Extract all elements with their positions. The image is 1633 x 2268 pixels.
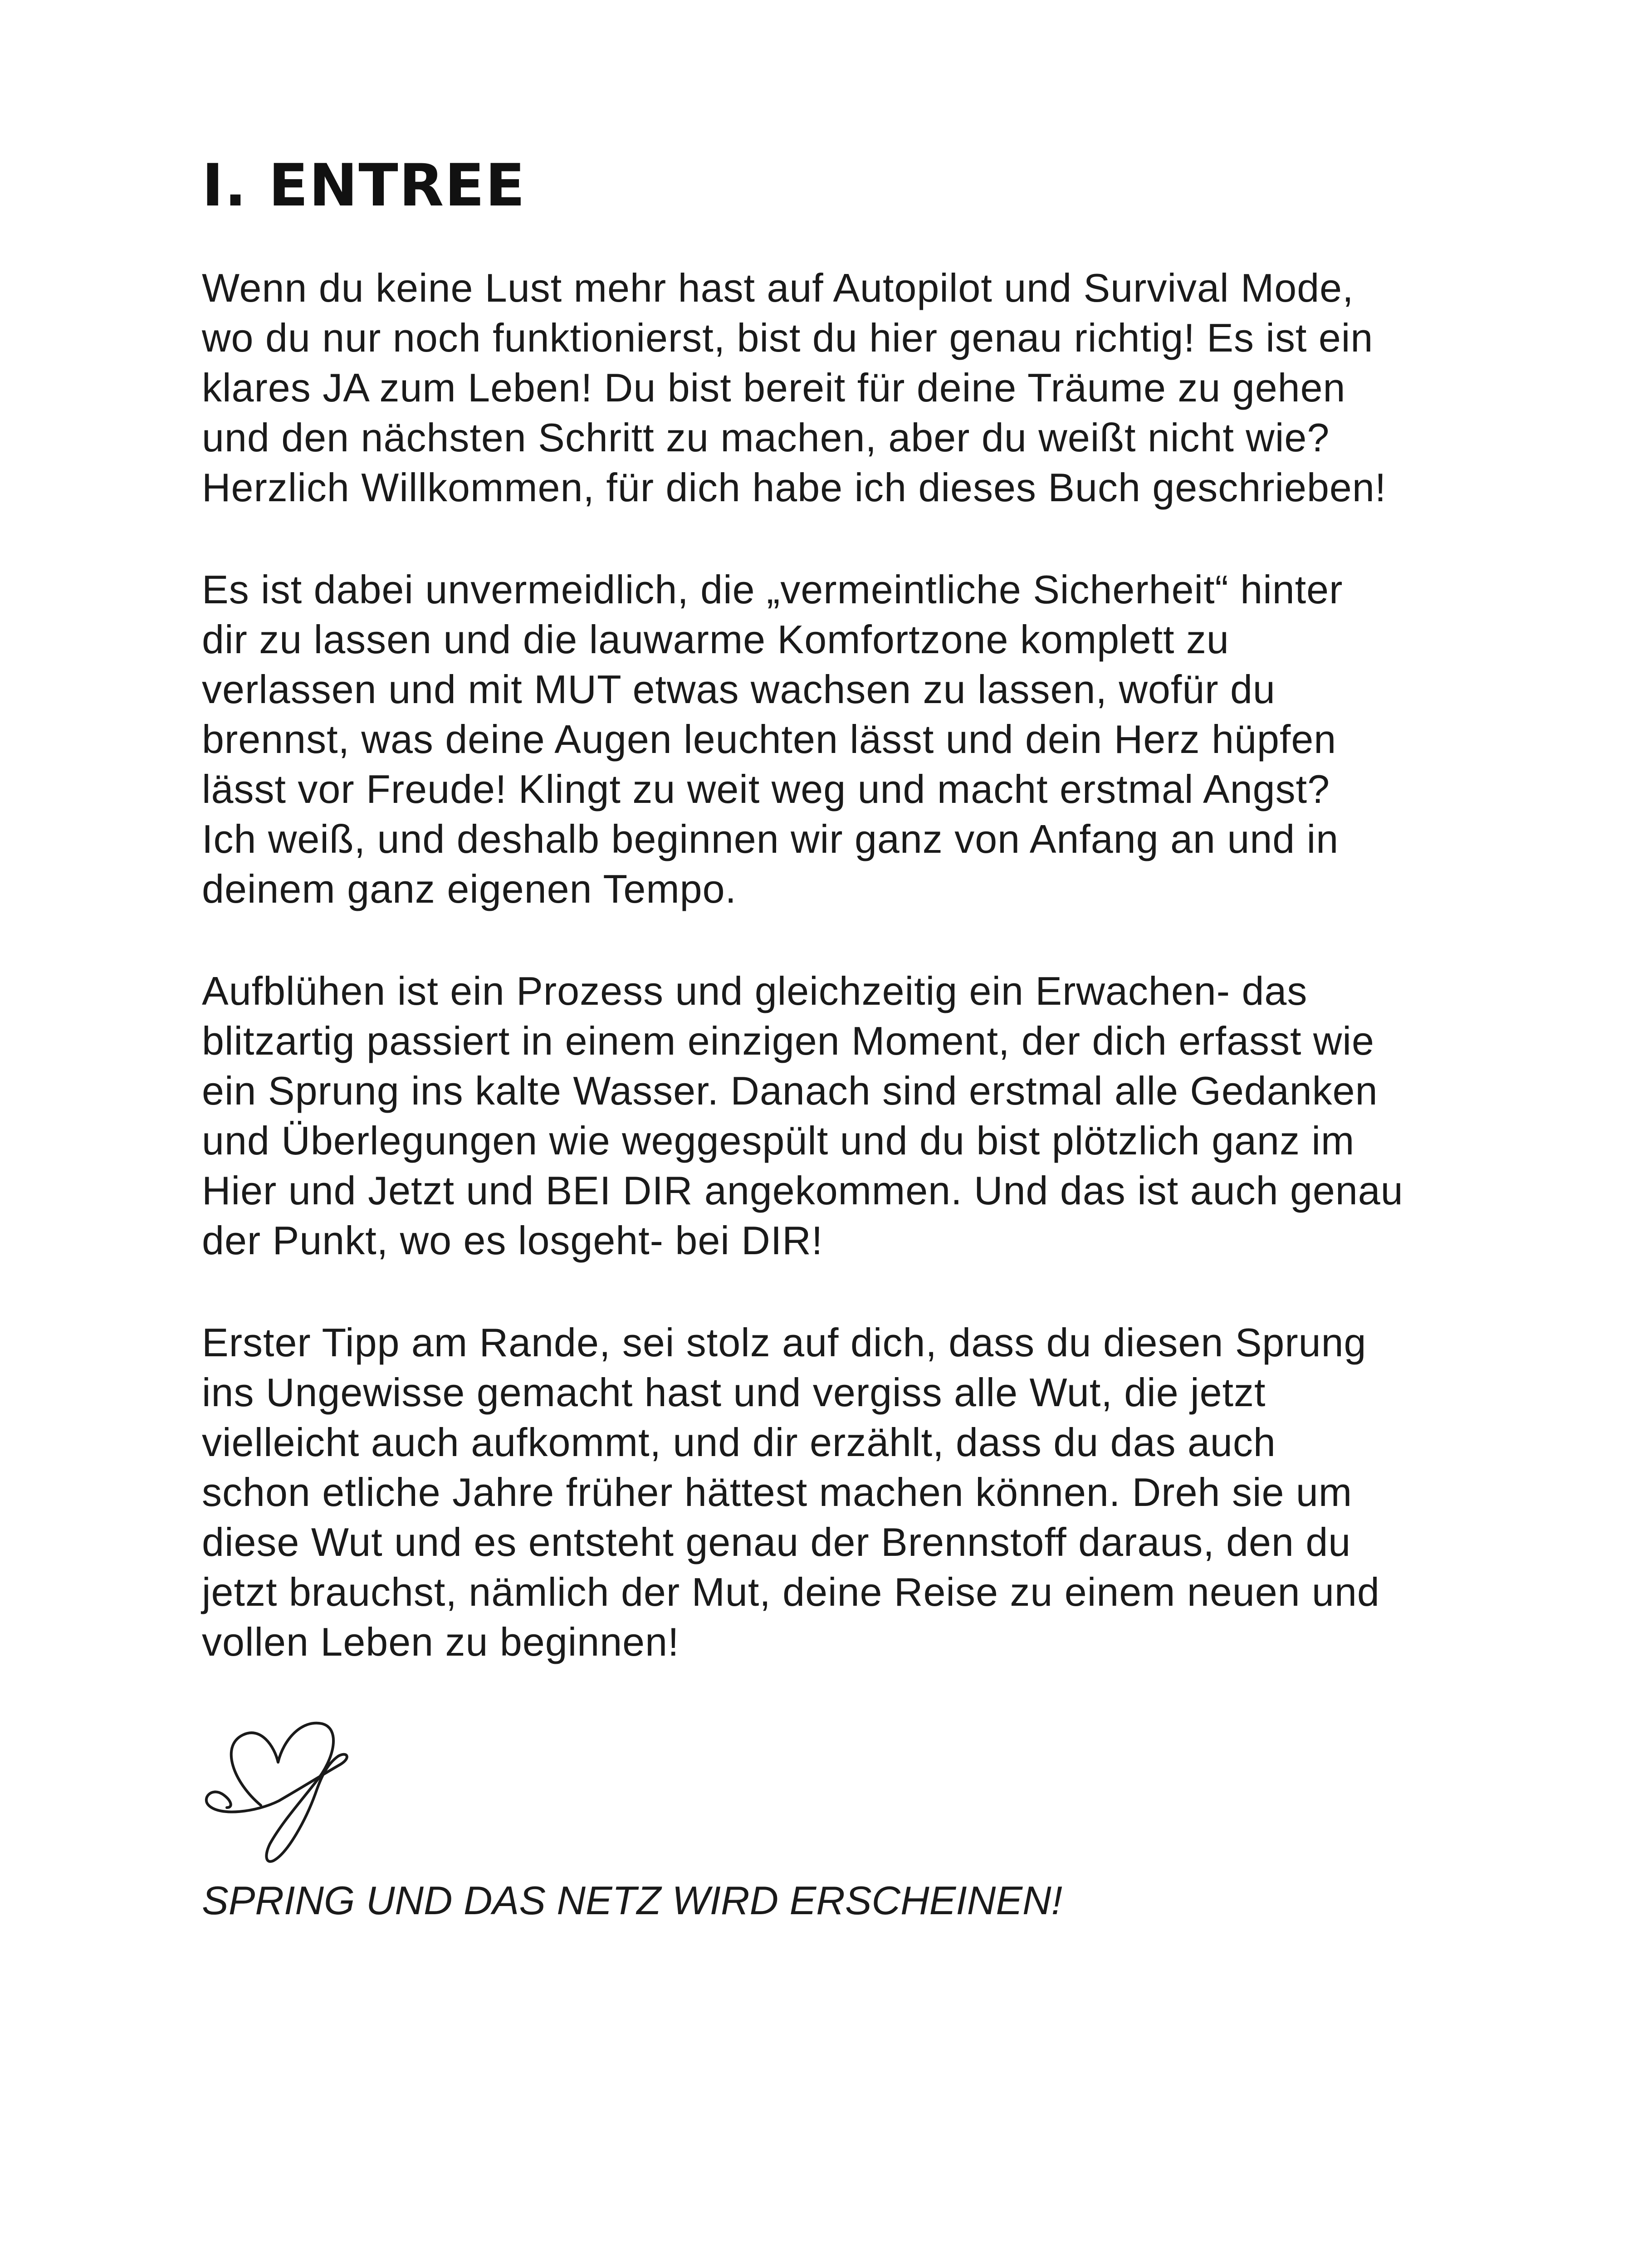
text-line: blitzartig passiert in einem einzigen Moment, der dich erfasst wie: [202, 1018, 1374, 1063]
heart-signature-icon: [202, 1715, 374, 1869]
text-line: schon etliche Jahre früher hättest machen können. Dreh sie um: [202, 1470, 1353, 1515]
paragraph-1: [202, 263, 1517, 513]
text-line: Wenn du keine Lust mehr hast auf Autopilot und Survival Mode,: [202, 265, 1354, 310]
text-line: ein Sprung ins kalte Wasser. Danach sind erstmal alle Gedanken: [202, 1068, 1378, 1113]
text-line: klares JA zum Leben! Du bist bereit für deine Träume zu gehen: [202, 365, 1346, 410]
text-line: Herzlich Willkommen, für dich habe ich dieses Buch geschrieben!: [202, 465, 1387, 510]
text-line: Erster Tipp am Rande, sei stolz auf dich, dass du diesen Sprung: [202, 1320, 1367, 1365]
text-line: jetzt brauchst, nämlich der Mut, deine Reise zu einem neuen und: [202, 1569, 1380, 1614]
text-line: Ich weiß, und deshalb beginnen wir ganz von Anfang an und in: [202, 816, 1339, 861]
text-line: und Überlegungen wie weggespült und du bist plötzlich ganz im: [202, 1118, 1355, 1163]
text-line: vollen Leben zu beginnen!: [202, 1619, 680, 1664]
text-line: vielleicht auch aufkommt, und dir erzählt, dass du das auch: [202, 1420, 1276, 1465]
text-line: Hier und Jetzt und BEI DIR angekommen. Und das ist auch genau: [202, 1168, 1403, 1213]
paragraph-3: [202, 966, 1517, 1266]
text-line: lässt vor Freude! Klingt zu weit weg und macht erstmal Angst?: [202, 767, 1330, 811]
text-line: Aufblühen ist ein Prozess und gleichzeitig ein Erwachen- das: [202, 968, 1308, 1013]
text-line: ins Ungewisse gemacht hast und vergiss alle Wut, die jetzt: [202, 1370, 1266, 1415]
text-line: dir zu lassen und die lauwarme Komfortzone komplett zu: [202, 617, 1229, 662]
paragraph-2: [202, 565, 1517, 914]
paragraph-4: [202, 1318, 1517, 1667]
text-line: und den nächsten Schritt zu machen, aber du weißt nicht wie?: [202, 415, 1330, 460]
text-line: Es ist dabei unvermeidlich, die „vermeintliche Sicherheit“ hinter: [202, 567, 1343, 612]
text-line: diese Wut und es entsteht genau der Brennstoff daraus, den du: [202, 1520, 1351, 1564]
closing-quote: SPRING UND DAS NETZ WIRD ERSCHEINEN!: [202, 1878, 1063, 1923]
text-line: deinem ganz eigenen Tempo.: [202, 866, 737, 911]
text-line: wo du nur noch funktionierst, bist du hier genau richtig! Es ist ein: [202, 315, 1374, 360]
text-line: verlassen und mit MUT etwas wachsen zu lassen, wofür du: [202, 667, 1276, 712]
chapter-heading: I. ENTREE: [202, 152, 526, 220]
text-line: brennst, was deine Augen leuchten lässt und dein Herz hüpfen: [202, 717, 1337, 762]
text-line: der Punkt, wo es losgeht- bei DIR!: [202, 1218, 823, 1263]
